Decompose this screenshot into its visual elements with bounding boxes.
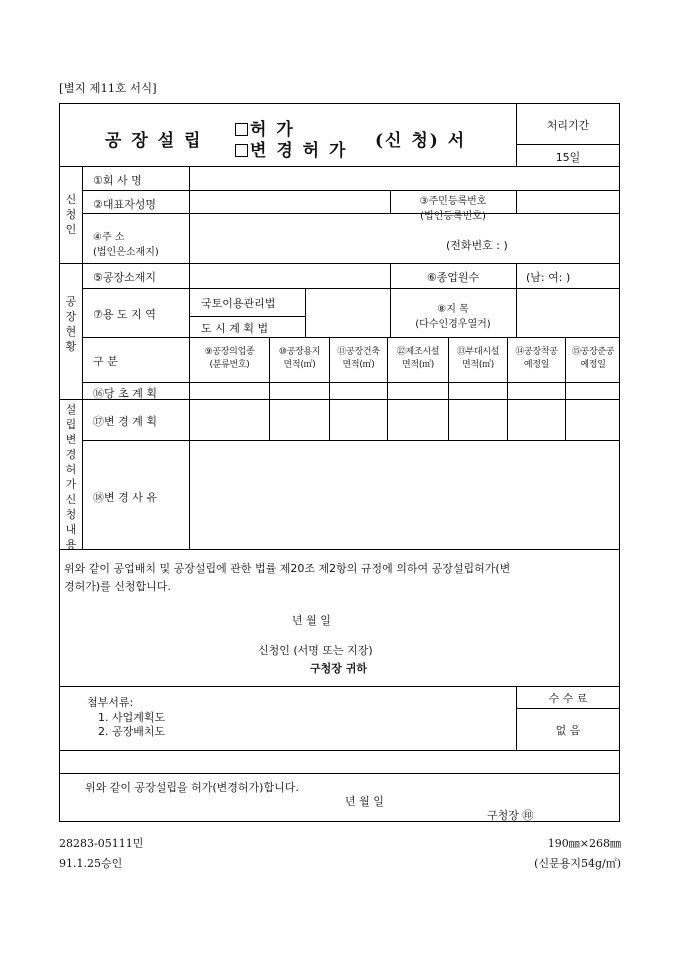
processing-period-value: 15일 [555, 151, 581, 164]
declaration-text-line2: 경허가)를 신청합니다. [64, 580, 171, 593]
application-form [59, 103, 620, 822]
representative-name-label: ②대표자성명 [93, 198, 156, 211]
option-permit[interactable]: 허 가 [235, 115, 295, 140]
col-industry-header: ⑨공장의업종 (분류번호) [204, 347, 255, 370]
change-permit-checkbox[interactable] [235, 144, 248, 157]
declaration-text-line1: 위와 같이 공업배치 및 공장설립에 관한 법률 제20조 제2항의 규정에 의하여 공장설립허가(변 [64, 562, 511, 575]
col-manufacturing-area-header: ⑫제조시설 면적(㎡) [396, 347, 440, 370]
approval-stamp-date: 91.1.25승인 [59, 857, 123, 870]
change-reason-input[interactable] [190, 441, 619, 548]
address-input[interactable] [190, 214, 619, 262]
applicant-signature: 신청인 (서명 또는 지장) [258, 644, 373, 657]
phone-number-label: (전화번호 : ) [446, 239, 508, 252]
representative-name-input[interactable] [190, 191, 389, 212]
attachments-heading: 첨부서류: [87, 696, 134, 709]
urban-planning-law-input[interactable] [306, 317, 389, 336]
col-auxiliary-area-header: ⑬부대시설 면적(㎡) [456, 347, 500, 370]
approval-text: 위와 같이 공장설립을 허가(변경허가)합니다. [85, 781, 299, 794]
original-plan-row[interactable] [190, 383, 619, 398]
change-plan-label: ⑰변 경 계 획 [93, 415, 157, 428]
resident-number-input[interactable] [517, 191, 619, 212]
company-name-label: ①회 사 명 [93, 174, 142, 187]
land-category-input[interactable] [517, 289, 619, 336]
form-title-suffix: (신 청) 서 [375, 131, 467, 151]
change-section-label: 설립변경허가신청내용 [65, 403, 77, 551]
approval-date: 년 월 일 [345, 795, 384, 808]
application-date: 년 월 일 [292, 614, 331, 627]
address-label: ④주 소 (법인은소재지) [93, 232, 159, 258]
company-name-input[interactable] [190, 167, 619, 189]
processing-period-label: 처리기간 [546, 119, 590, 132]
form-code: 28283-05111민 [59, 837, 144, 850]
applicant-section-label: 신청인 [65, 193, 77, 236]
change-reason-label: ⑱변 경 사 유 [93, 491, 157, 504]
form-reference: [별지 제11호 서식] [59, 81, 157, 95]
change-plan-row[interactable] [190, 400, 619, 439]
col-site-area-header: ⑩공장용지 면적(㎡) [278, 347, 321, 370]
form-title-prefix: 공 장 설 립 [105, 131, 203, 151]
addressee: 구청장 귀하 [310, 662, 367, 675]
employee-count-value: (남: 여: ) [526, 271, 571, 284]
col-building-area-header: ⑪공장건축 면적(㎡) [337, 347, 380, 370]
permit-checkbox[interactable] [235, 123, 248, 136]
fee-value: 없 음 [555, 724, 581, 737]
factory-location-input[interactable] [190, 264, 389, 287]
land-category-label: ⑧지 목 (다수인경우열거) [415, 304, 491, 330]
category-header: 구 분 [93, 355, 118, 368]
resident-number-label: ③주민등록번호 (법인등록번호) [419, 196, 487, 222]
approval-signer: 구청장 ㊞ [487, 809, 534, 822]
urban-planning-law-label: 도 시 계 획 법 [201, 322, 269, 335]
original-plan-label: ⑯당 초 계 획 [93, 387, 157, 400]
employee-count-label: ⑥종업원수 [426, 271, 480, 284]
attachment-item-2: 2. 공장배치도 [98, 725, 166, 738]
col-start-date-header: ⑭공장착공 예정일 [515, 347, 558, 370]
land-use-law-label: 국토이용관리법 [201, 297, 276, 310]
attachment-item-1: 1. 사업계획도 [98, 711, 166, 724]
zoning-label: ⑦용 도 지 역 [93, 308, 156, 321]
fee-label: 수 수 료 [548, 692, 588, 705]
option-change-permit[interactable]: 변 경 허 가 [235, 136, 347, 161]
paper-size: 190㎜×268㎜ [547, 837, 621, 850]
col-completion-date-header: ⑮공장준공 예정일 [571, 347, 615, 370]
land-use-law-input[interactable] [306, 289, 389, 315]
factory-location-label: ⑤공장소재지 [93, 271, 156, 284]
factory-status-section-label: 공장현황 [65, 295, 77, 353]
paper-type: (신문용지54g/㎡) [534, 857, 621, 870]
